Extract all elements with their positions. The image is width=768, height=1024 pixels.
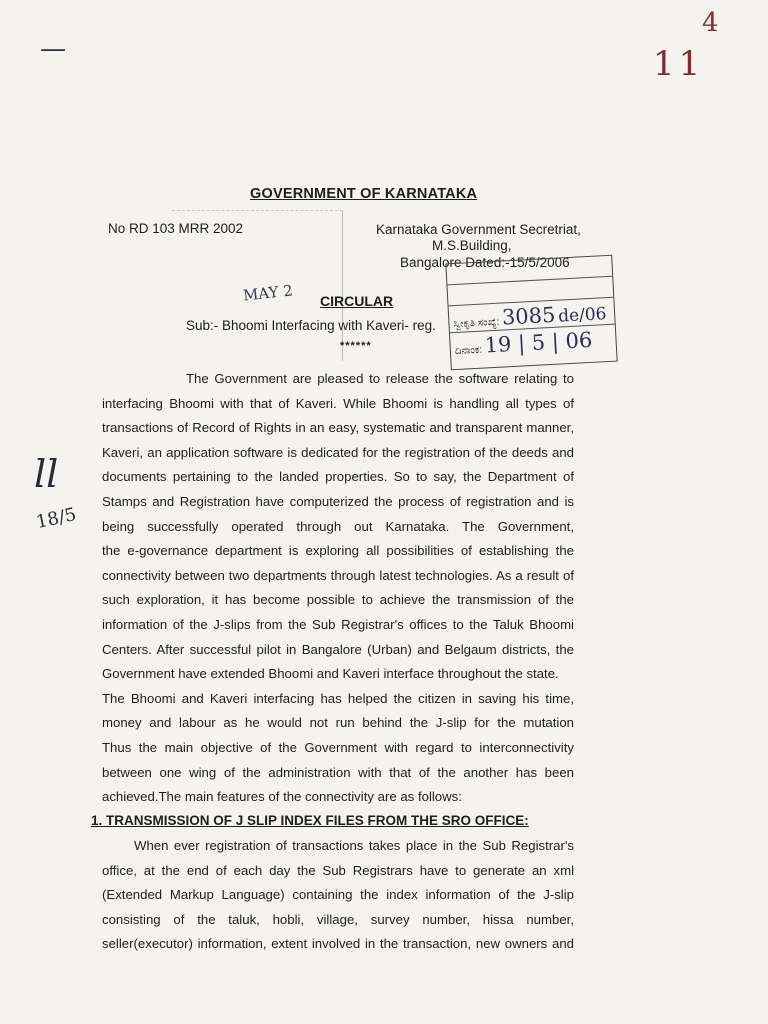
address-line-1: Karnataka Government Secretriat, xyxy=(376,222,581,237)
body-paragraph-2 xyxy=(102,834,574,957)
paragraph-line: seller(executor) information, extent involved in the transaction, new owners and xyxy=(102,936,574,952)
paragraph-line: being successfully operated through out Karnataka. The Government, xyxy=(102,518,574,534)
paragraph-line: documents pertaining to the landed properties. So to say, the Department of xyxy=(102,469,574,485)
paragraph-line: consisting of the taluk, hobli, village, survey number, hissa number, xyxy=(102,911,574,927)
stamp-inward-number: 3085 xyxy=(501,302,556,330)
handwritten-dash: — xyxy=(40,34,66,64)
paragraph-line: the e-governance department is exploring all possibilities of establishing the xyxy=(102,543,574,559)
handwritten-margin-initial: ll xyxy=(34,452,59,496)
paragraph-line: information of the J-slips from the Sub Registrar's offices to the Taluk Bhoomi xyxy=(102,616,574,632)
paragraph-line: money and labour as he would not run behind the J-slip for the mutation xyxy=(102,715,574,731)
address-line-3: Bangalore Dated:-15/5/2006 xyxy=(400,255,570,270)
paragraph-line: Government have extended Bhoomi and Kaveri interface throughout the state. xyxy=(102,666,559,682)
circular-subject: Sub:- Bhoomi Interfacing with Kaveri- reg. xyxy=(186,318,436,333)
paragraph-line: Centers. After successful pilot in Bangalore (Urban) and Belgaum districts, the xyxy=(102,641,574,657)
paragraph-line: Thus the main objective of the Government with regard to interconnectivity xyxy=(102,739,574,755)
paragraph-line: office, at the end of each day the Sub Registrars have to generate an xml xyxy=(102,862,574,878)
paragraph-line: such exploration, it has become possible to achieve the transmission of the xyxy=(102,592,574,608)
handwritten-corner-mark: 4 xyxy=(702,8,719,38)
paragraph-line: Stamps and Registration have computerized the process of registration and is xyxy=(102,493,574,509)
paragraph-line: connectivity between two departments through latest technologies. As a result of xyxy=(102,567,574,583)
reference-number: No RD 103 MRR 2002 xyxy=(108,221,244,236)
paragraph-line: between one wing of the administration with that of the another has been xyxy=(102,764,574,780)
paragraph-line: (Extended Markup Language) containing the index information of the J-slip xyxy=(102,887,574,903)
handwritten-margin-date: 18/5 xyxy=(34,504,79,533)
stamp-date-label: ದಿನಾಂಕ: xyxy=(454,344,483,358)
stamp-inward-label: ಸ್ವೀಕೃತಿ ಸಂಖ್ಯೆ: xyxy=(453,316,500,331)
paragraph-line: Kaveri, an application software is dedicated for the registration of the deeds and xyxy=(102,444,574,460)
paragraph-line: The Bhoomi and Kaveri interfacing has helped the citizen in saving his time, xyxy=(102,690,574,706)
paragraph-line: The Government are pleased to release the software relating to xyxy=(186,371,574,386)
received-stamp-frame xyxy=(172,210,343,361)
circular-heading: CIRCULAR xyxy=(320,293,394,309)
paragraph-line: When ever registration of transactions takes place in the Sub Registrar's xyxy=(134,838,574,853)
paragraph-line: achieved.The main features of the connectivity are as follows: xyxy=(102,789,462,805)
paragraph-line: transactions of Record of Rights in an easy, systematic and transparent manner, xyxy=(102,420,574,436)
stamp-inward-suffix: de/06 xyxy=(557,304,607,327)
document-title: GOVERNMENT OF KARNATAKA xyxy=(250,186,478,202)
inward-register-stamp xyxy=(445,255,617,371)
handwritten-page-number: 11 xyxy=(653,44,705,84)
stamp-date-value: 19 | 5 | 06 xyxy=(484,327,593,358)
paragraph-line: interfacing Bhoomi with that of Kaveri. While Bhoomi is handling all types of xyxy=(102,395,574,411)
separator-stars: ****** xyxy=(340,340,372,352)
body-paragraph-1 xyxy=(102,367,574,810)
address-line-2: M.S.Building, xyxy=(432,238,512,253)
received-stamp-date: MAY 2 xyxy=(242,281,294,305)
section-1-heading: 1. TRANSMISSION OF J SLIP INDEX FILES FROM THE SRO OFFICE: xyxy=(91,813,529,828)
